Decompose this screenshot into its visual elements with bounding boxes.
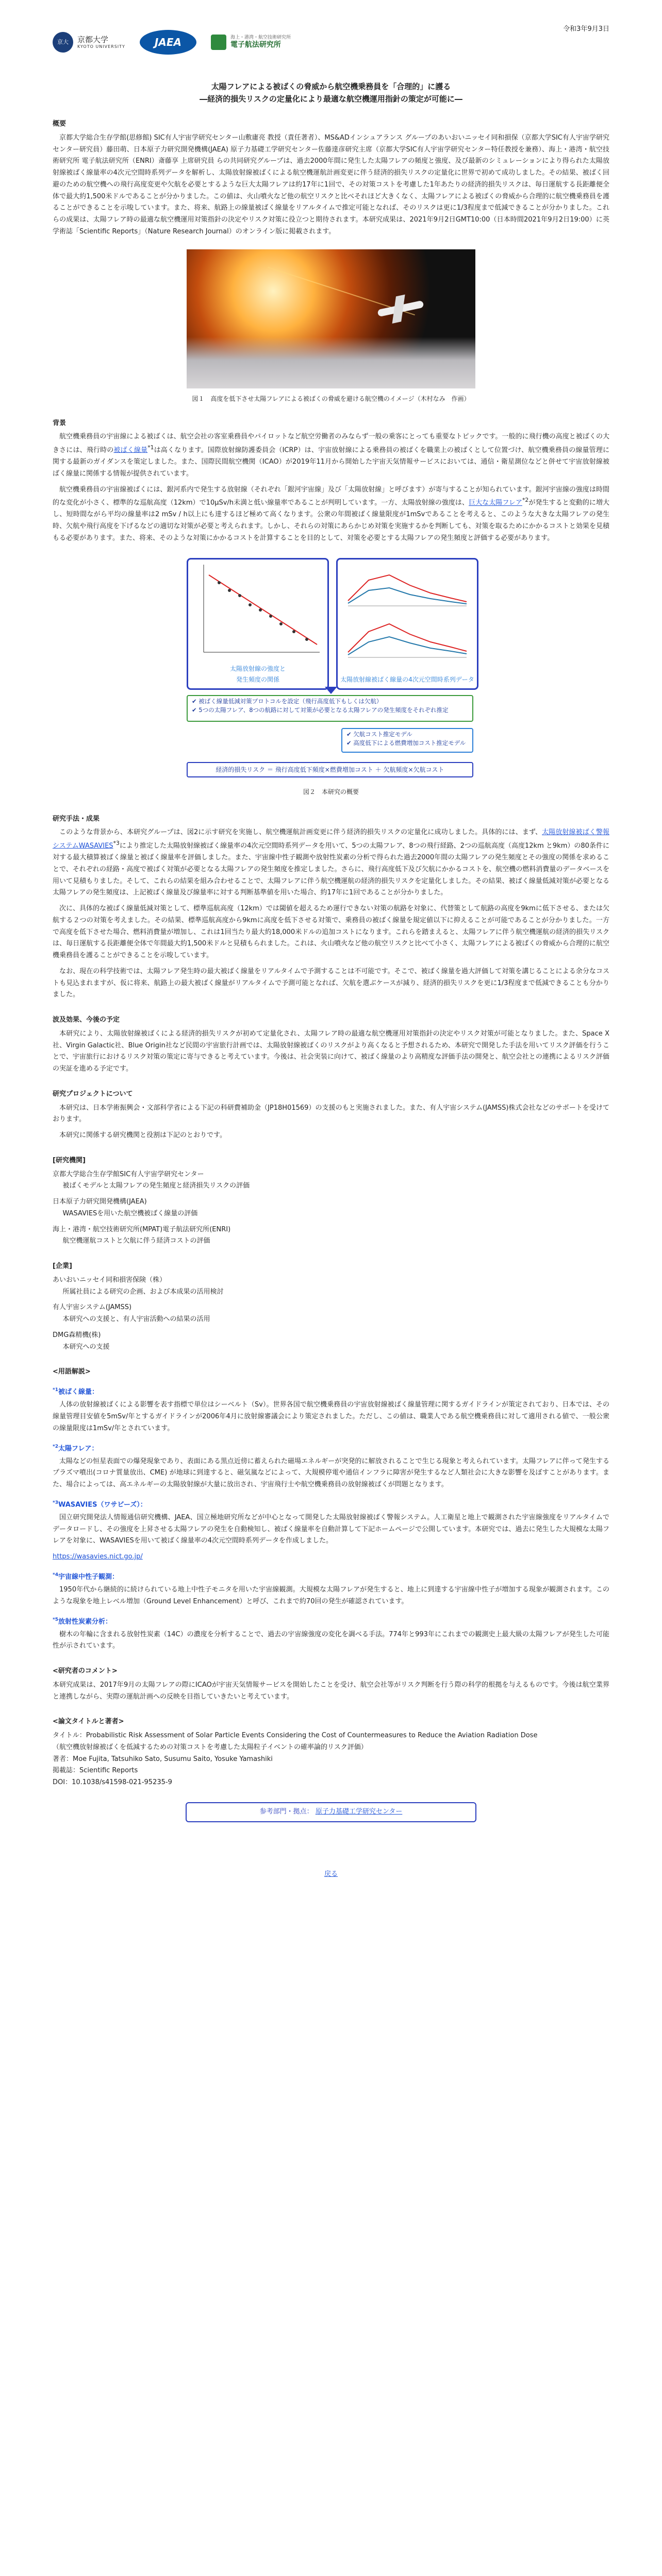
glossary-dose-body: 人体の放射線被ばくによる影響を表す指標で単位はシーベルト（Sv）。世界各国で航空機乗務員の宇宙放射線被ばく線量管理に関するガイドラインが策定されており、日本では、その線量管理目安値を5mSv/年とするガイドラインが2006年4月に放射線審議会により策定されました。ただし、この値は、職業人である航空機乗務員に対して適用される値で、一般公衆の線量限度は1mSv/年とされています。 xyxy=(53,1401,609,1432)
paper-journal: 掲載誌：Scientific Reports xyxy=(53,1767,138,1775)
glossary-section xyxy=(53,1366,609,1652)
org-jaea-role: WASAVIESを用いた航空機被ばく線量の評価 xyxy=(62,1209,198,1217)
method-paragraph-1: このような背景から、本研究グループは、図2に示す研究を実施し、航空機運航計画変更に伴う経済的損失リスクの定量化に成功しました。具体的には、まず、太陽放射線被ばく警報システムWASAVIES$^{*3}$により推定した太陽放射線被ばく線量率の4次元空間時系列データを用いて、5つの太陽フレア、8つの飛行経路、2つの巡航高度（高度12km と9km）の80条件に対する最大積算被ばく線量と被ばく線量率を評価しました。また、宇宙線中性子観測や放射性炭素の分析で得られた過去2000年間の太陽フレアの発生頻度とその強度の関係を求めることで、それぞれの経路・高度で被ばく対策が必要となる太陽フレアの発生頻度を推定しました。さらに、飛行高度低下及び欠航にかかるコストを、航空機の燃料消費量のデータベースを用いて見積もりました。そして、これらの結果を組み合わせることで、太陽フレアに伴う航空機運航の経済的損失リスクを定量化しました。その結果、被ばく線量低減対策が必要となる太陽フレアの発生頻度は、上記被ばく線量及び線量率に対する判断基準値を用いた場合、約17年に1回であることが分かりました。 xyxy=(53,828,610,897)
project-heading: 研究プロジェクトについて xyxy=(53,1090,133,1098)
enri-logo xyxy=(211,35,291,50)
contact-box xyxy=(186,1802,476,1822)
paper-title-jp: （航空機放射線被ばくを低減するための対策コストを考慮した太陽粒子イベントの確率論的リスク評価） xyxy=(53,1743,368,1751)
paper-title: タイトル：Probabilistic Risk Assessment of Solar Particle Events Considering the Cost of Countermeasures to Reduce the Aviation Radiation Dose xyxy=(53,1732,538,1740)
org-kyoto: 京都大学総合生存学館SIC有人宇宙学研究センター xyxy=(53,1170,204,1178)
back-link-container xyxy=(53,1869,609,1880)
kyoto-university-name: 京都大学 xyxy=(77,35,109,45)
clouds xyxy=(187,337,475,388)
glossary-carbon-body: 樹木の年輪に含まれる放射性炭素（14C）の濃度を分析することで、過去の宇宙線強度の変化を調べる手法。774年と993年にこれまでの観測史上最大級の太陽フレアが発生した可能性が示されています。 xyxy=(53,1630,609,1650)
figure1-caption: 図１ 高度を低下させ太陽フレアによる被ばくの脅威を避ける航空機のイメージ（木村なみ 作画） xyxy=(192,395,470,402)
glossary-term-wasavies: $^{*3}$WASAVIES（ワサビーズ）： xyxy=(53,1500,147,1509)
overview-body: 京都大学総合生存学館(思修館) SIC有人宇宙学研究センター山敷庸亮 教授（責任著者）、MS&ADインシュアランス グループのあいおいニッセイ同和損保（京都大学SIC有人宇宙学研究センター研究員）藤田萌、日本原子力研究開発機構(JAEA) 原子力基礎工学研究センター佐藤達彦研究主席（京都大学SIC有人宇宙学研究センター特任教授を兼務）、海上・港湾・航空技術研究所 電子航法研究所（ENRI）斎藤享 上席研究員 らの共同研究グループは、過去2000年間に発生した太陽フレアの頻度と強度、及び最新のシミュレーションにより得られた太陽放射線被ばく線量率の4次元空間時系列データを解析し、太陽放射線被ばくによる航空機運航計画変更に伴う経済的損失リスクの定量化に世界で初めて成功しました。その結果、被ばく回避のための航空機への飛行高度変更や欠航を必要とするような巨大太陽フレアは約17年に1回で、その対策コストを考慮した1年あたりの経済的損失リスクは、毎日運航する長距離便全体で最大約1,500米ドルであることが分かりました。この値は、火山噴火など他の航空リスクと比べそれほど大きくなく、太陽フレアによる被ばくの脅威から合理的に航空機乗務員を護ることができることを示唆しています。また、将来、航路上の線量被ばく線量をリアルタイムで推定可能となれば、そのリスクは更に1/3程度まで低減できることが分かりました。これらの成果は、太陽フレア時の最適な航空機運用対策指針の決定やリスク対策に役立つと期待されます。本研究成果は、2021年9月2日GMT10:00（日本時間2021年9月2日19:00）に英学術誌「Scientific Reports」（Nature Research Journal）のオンライン版に掲載されます。 xyxy=(53,133,609,235)
method-paragraph-2: 次に、具体的な被ばく線量低減対策として、標準巡航高度（12km）では閾値を超えるため運行できない対策の航路を対象に、代替策として航路の高度を9kmに低下させる、または欠航する２つの対策を考えました。その結果、標準巡航高度から9kmに高度を低下させる対策で、乗務員の被ばく線量を規定値以下に抑えることが可能であることが分かりました。一方で高度を低下させた場合、燃料消費量が増加し、これは1回当たり最大約18,000米ドルの追加コストになります。これらを踏まえると、太陽フレアに伴う航空機運航の経済的損失リスクは、毎日運航する長距離便全体で年間最大約1,500米ドルと見積もられました。これは、火山噴火など他の航空リスクと比べて小さく、太陽フレアによる被ばくの脅威から合理的に航空機乗務員を護ることができることを示唆しています。 xyxy=(53,905,609,960)
project-paragraph-2: 本研究に関係する研究機関と役割は下記のとおりです。 xyxy=(59,1131,226,1140)
company-heading: [企業] xyxy=(53,1262,72,1270)
header-logos xyxy=(53,0,609,61)
enri-name: 電子航法研究所 xyxy=(230,41,281,49)
glossary-neutron-body: 1950年代から継続的に続けられている地上中性子モニタを用いた宇宙線観測。大規模な太陽フレアが発生すると、地上に到達する宇宙線中性子が増加する現象が観測されます。このような現象を地上レベル増加（Ground Level Enhancement）と呼び、これまで約70回の発生が確認されています。 xyxy=(53,1586,609,1605)
frequency-panel-label-2: 発生頻度の関係 xyxy=(236,675,279,683)
wasavies-url-line xyxy=(53,1551,609,1563)
jaea-logo xyxy=(140,30,196,55)
impact-heading: 波及効果、今後の予定 xyxy=(53,1016,120,1024)
contact-link[interactable]: 原子力基礎工学研究センター xyxy=(315,1807,403,1816)
frequency-scatter-plot xyxy=(188,560,324,663)
impact-paragraph: 本研究により、太陽放射線被ばくによる経済的損失リスクが初めて定量化され、太陽フレア時の最適な航空機運用対策指針の決定やリスク対策が可能となりました。また、Space X 社、Virgin Galactic社、Blue Origin社など民間の宇宙旅行計画では、太陽放射線被ばくのリスクがより高くなると予想されるため、本研究で開発した手法を用いてリスク評価を行うことで、宇宙旅行におけるリスク対策の策定に寄与できると考えています。今後は、社会実装に向けて、被ばく線量のより高精度な評価手法の開発と、航空会社との連携によるリスク評価の実証を進める予定です。 xyxy=(53,1029,609,1073)
solar-flare-term-link[interactable]: 巨大な太陽フレア xyxy=(469,499,522,507)
glossary-term-carbon: $^{*5}$放射性炭素分析： xyxy=(53,1617,112,1625)
wasavies-term-link[interactable]: 太陽放射線被ばく警報システムWASAVIES xyxy=(53,828,609,850)
dose-term-link[interactable]: 被ばく線量 xyxy=(113,446,148,454)
glossary-flare-body: 太陽などの恒星表面での爆発現象であり、表面にある黒点近傍に蓄えられた磁場エネルギーが突発的に解放されることで生じる現象と考えられています。太陽フレアに伴って発生するプラズマ噴出(コロナ質量放出、CME) が地球に到達すると、磁気嵐などによって、大規模停電や通信インフラに障害が発生するなど人類社会に大きな影響を及ぼすことがあります。また、場合によっては、高エネルギーの太陽放射線が大量に放出され、宇宙飛行士や航空機乗務員の放射線被ばくが問題となります。 xyxy=(53,1457,609,1489)
glossary-term-dose: $^{*1}$被ばく線量： xyxy=(53,1387,98,1396)
org-jaea: 日本原子力研究開発機構(JAEA) xyxy=(53,1198,147,1206)
company-dmg: DMG森精機(株) xyxy=(53,1331,101,1339)
company-jamss-role: 本研究への支援と、有人宇宙活動への結果の活用 xyxy=(62,1315,210,1324)
contact-label: 参考部門・拠点： xyxy=(259,1807,313,1816)
release-date: 令和3年9月3日 xyxy=(563,25,609,33)
company-jamss: 有人宇宙システム(JAMSS) xyxy=(53,1303,132,1312)
org-enri: 海上・港湾・航空技術研究所(MPAT)電子航法研究所(ENRI) xyxy=(53,1225,231,1233)
background-heading: 背景 xyxy=(53,419,67,427)
figure1-illustration xyxy=(187,249,475,388)
background-paragraph-1: 航空機乗務員の宇宙線による被ばくは、航空会社の客室乗務員やパイロットなど航空労働者のみならず一般の乗客にとっても重要なトピックです。一般的に飛行機の高度と被ばくの大きさには、飛行時の被ばく線量$^{*1}$は高くなります。国際放射線防護委員会（ICRP）は、宇宙放射線による乗務員の被ばくを職業上の被ばくとして位置づけ、航空機乗務員の線量管理に関する最新のガイダンスを策定しました。また、国際民間航空機関（ICAO）が2019年11月から開始した宇宙天気情報サービスにおいては、通信・衛星測位などと併せて宇宙放射線被ばく線量に関係する情報が提供されています。 xyxy=(53,433,609,478)
research-orgs-heading: [研究機関] xyxy=(53,1156,86,1164)
org-kyoto-role: 被ばくモデルと太陽フレアの発生頻度と経済損失リスクの評価 xyxy=(62,1182,250,1190)
dose-data-panel xyxy=(336,558,478,690)
background-paragraph-2: 航空機乗務員の宇宙線被ばくには、銀河系内で発生する放射線（それぞれ「銀河宇宙線」及び「太陽放射線」と呼びます）が寄与することが知られています。銀河宇宙線の強度は時間的な変化が小さく、標準的な巡航高度（12km）で10μSv/h未満と低い線量率であることが判明しています。一方、太陽放射線の強度は、巨大な太陽フレア$^{*2}$が発生すると変動的に増大し、短時間ながら平均の線量率は2 mSv / h以上にも達するほど極めて高くなります。公衆の年間被ばく線量限度が1mSvであることを考えると、このような大きな太陽フレアの発生時、欠航や飛行高度を下げるなどの適切な対策が必要と考えられます。しかし、それらの対策にあらかじめ対策を実施するかを判断しても、対策を取るためにかかるコストと効果を見積もる必要があります。また、将来、そのような対策にかかるコストを計算することを目的として、対策を必要とする太陽フレアの発生頻度と評価する必要があります。 xyxy=(53,485,609,542)
paper-authors: 著者：Moe Fujita, Tatsuhiko Sato, Susumu Saito, Yosuke Yamashiki xyxy=(53,1755,273,1763)
enri-parent-name: 海上・港湾・航空技術研究所 xyxy=(230,35,291,41)
title-line-1: 太陽フレアによる被ばくの脅威から航空機乗務員を「合理的」に護る xyxy=(211,82,451,91)
dose-line-plots xyxy=(338,560,474,663)
company-dmg-role: 本研究への支援 xyxy=(62,1343,110,1351)
kyoto-university-seal-icon: 京大 xyxy=(53,32,73,53)
overview-heading: 概要 xyxy=(53,120,67,128)
glossary-term-neutron: $^{*4}$宇宙線中性子観測： xyxy=(53,1572,119,1581)
wasavies-url-link[interactable]: https://wasavies.nict.go.jp/ xyxy=(53,1553,143,1561)
paper-doi: DOI：10.1038/s41598-021-95235-9 xyxy=(53,1778,172,1787)
back-link[interactable]: 戻る xyxy=(324,1870,338,1878)
figure2-diagram xyxy=(187,558,475,800)
glossary-heading: <用語解説> xyxy=(53,1368,91,1376)
paper-info-section xyxy=(53,1666,609,1789)
method-paragraph-3: なお、現在の科学技術では、太陽フレア発生時の最大被ばく線量をリアルタイムで予測することは不可能です。そこで、被ばく線量を過大評価して対策を講じることによる余分なコストも見込まれますが、仮に将来、航路上の最大被ばく線量がリアルタイムで予測可能となれば、欠航を選ぶケースが減り、経済的損失リスクを更に1/3程度まで低減できることも分かりました。 xyxy=(53,967,609,999)
jaea-logo-mark: JAEA xyxy=(140,30,196,55)
title-line-2: ―経済的損失リスクの定量化により最適な航空機運用指針の策定が可能に― xyxy=(200,94,462,104)
paper-info-heading: <論文タイトルと著者> xyxy=(53,1718,124,1726)
cost-model-box: ✔ 欠航コスト推定モデル ✔ 高度低下による燃費増加コスト推定モデル xyxy=(341,728,473,753)
glossary-term-flare: $^{*2}$太陽フレア： xyxy=(53,1444,98,1452)
dose-panel-label: 太陽放射線被ばく線量の4次元空間時系列データ xyxy=(340,675,474,683)
airplane-icon xyxy=(377,300,424,316)
risk-formula-bar: 経済的損失リスク ＝ 飛行高度低下頻度×燃費増加コスト ＋ 欠航頻度×欠航コスト xyxy=(187,762,473,777)
project-paragraph-1: 本研究は、日本学術振興会・文部科学省による下記の科研費補助金（JP18H01569）の支援のもと実施されました。また、有人宇宙システム(JAMSS)株式会社などのサポートを受けております。 xyxy=(53,1104,609,1124)
kyoto-university-name-en: KYOTO UNIVERSITY xyxy=(77,44,125,49)
comment-body: 本研究成果は、2017年9月の太陽フレアの際にICAOが宇宙天気情報サービスを開始したことを受け、航空会社等がリスク判断を行う際の科学的根拠を与えるものです。今後は航空業界と連携しながら、実際の運航計画への反映を目指していきたいと考えています。 xyxy=(53,1681,609,1701)
org-enri-role: 航空機運航コストと欠航に伴う経済コストの評価 xyxy=(62,1237,210,1245)
page-title xyxy=(53,80,609,105)
frequency-panel-label-1: 太陽放射線の強度と xyxy=(229,665,286,672)
press-release-page xyxy=(53,0,609,1880)
comment-heading: <研究者のコメント> xyxy=(53,1667,118,1675)
glossary-wasavies-body: 国立研究開発法人情報通信研究機構、JAEA、国立極地研究所などが中心となって開発した太陽放射線被ばく警報システム。人工衛星と地上で観測された宇宙線強度をリアルタイムでデータロードし、その強度を上昇させる太陽フレアの発生を自動検知し、被ばく線量率を自動計算して下記ホームページで公開しています。本研究では、過去に発生した大規模な太陽フレアを対象に、WASAVIESを用いて被ばく線量率の4次元空間時系列データを作成しました。 xyxy=(53,1513,609,1545)
countermeasure-box: ✔ 被ばく線量低減対策プロトコルを設定（飛行高度低下もしくは欠航） ✔ 5つの太陽フレア、8つの航路に対して対策が必要となる太陽フレアの発生頻度をそれぞれ推定 xyxy=(187,695,473,722)
flow-arrow-icon xyxy=(325,687,337,694)
figure2-caption: 図２ 本研究の概要 xyxy=(303,788,359,795)
enri-logo-icon xyxy=(211,35,226,50)
company-aioi-role: 所属社員による研究の企画、および本成果の活用検討 xyxy=(62,1287,224,1296)
kyoto-university-logo xyxy=(53,32,125,53)
frequency-panel xyxy=(187,558,329,690)
company-aioi: あいおいニッセイ同和損害保険（株） xyxy=(53,1276,167,1284)
method-heading: 研究手法・成果 xyxy=(53,815,100,823)
